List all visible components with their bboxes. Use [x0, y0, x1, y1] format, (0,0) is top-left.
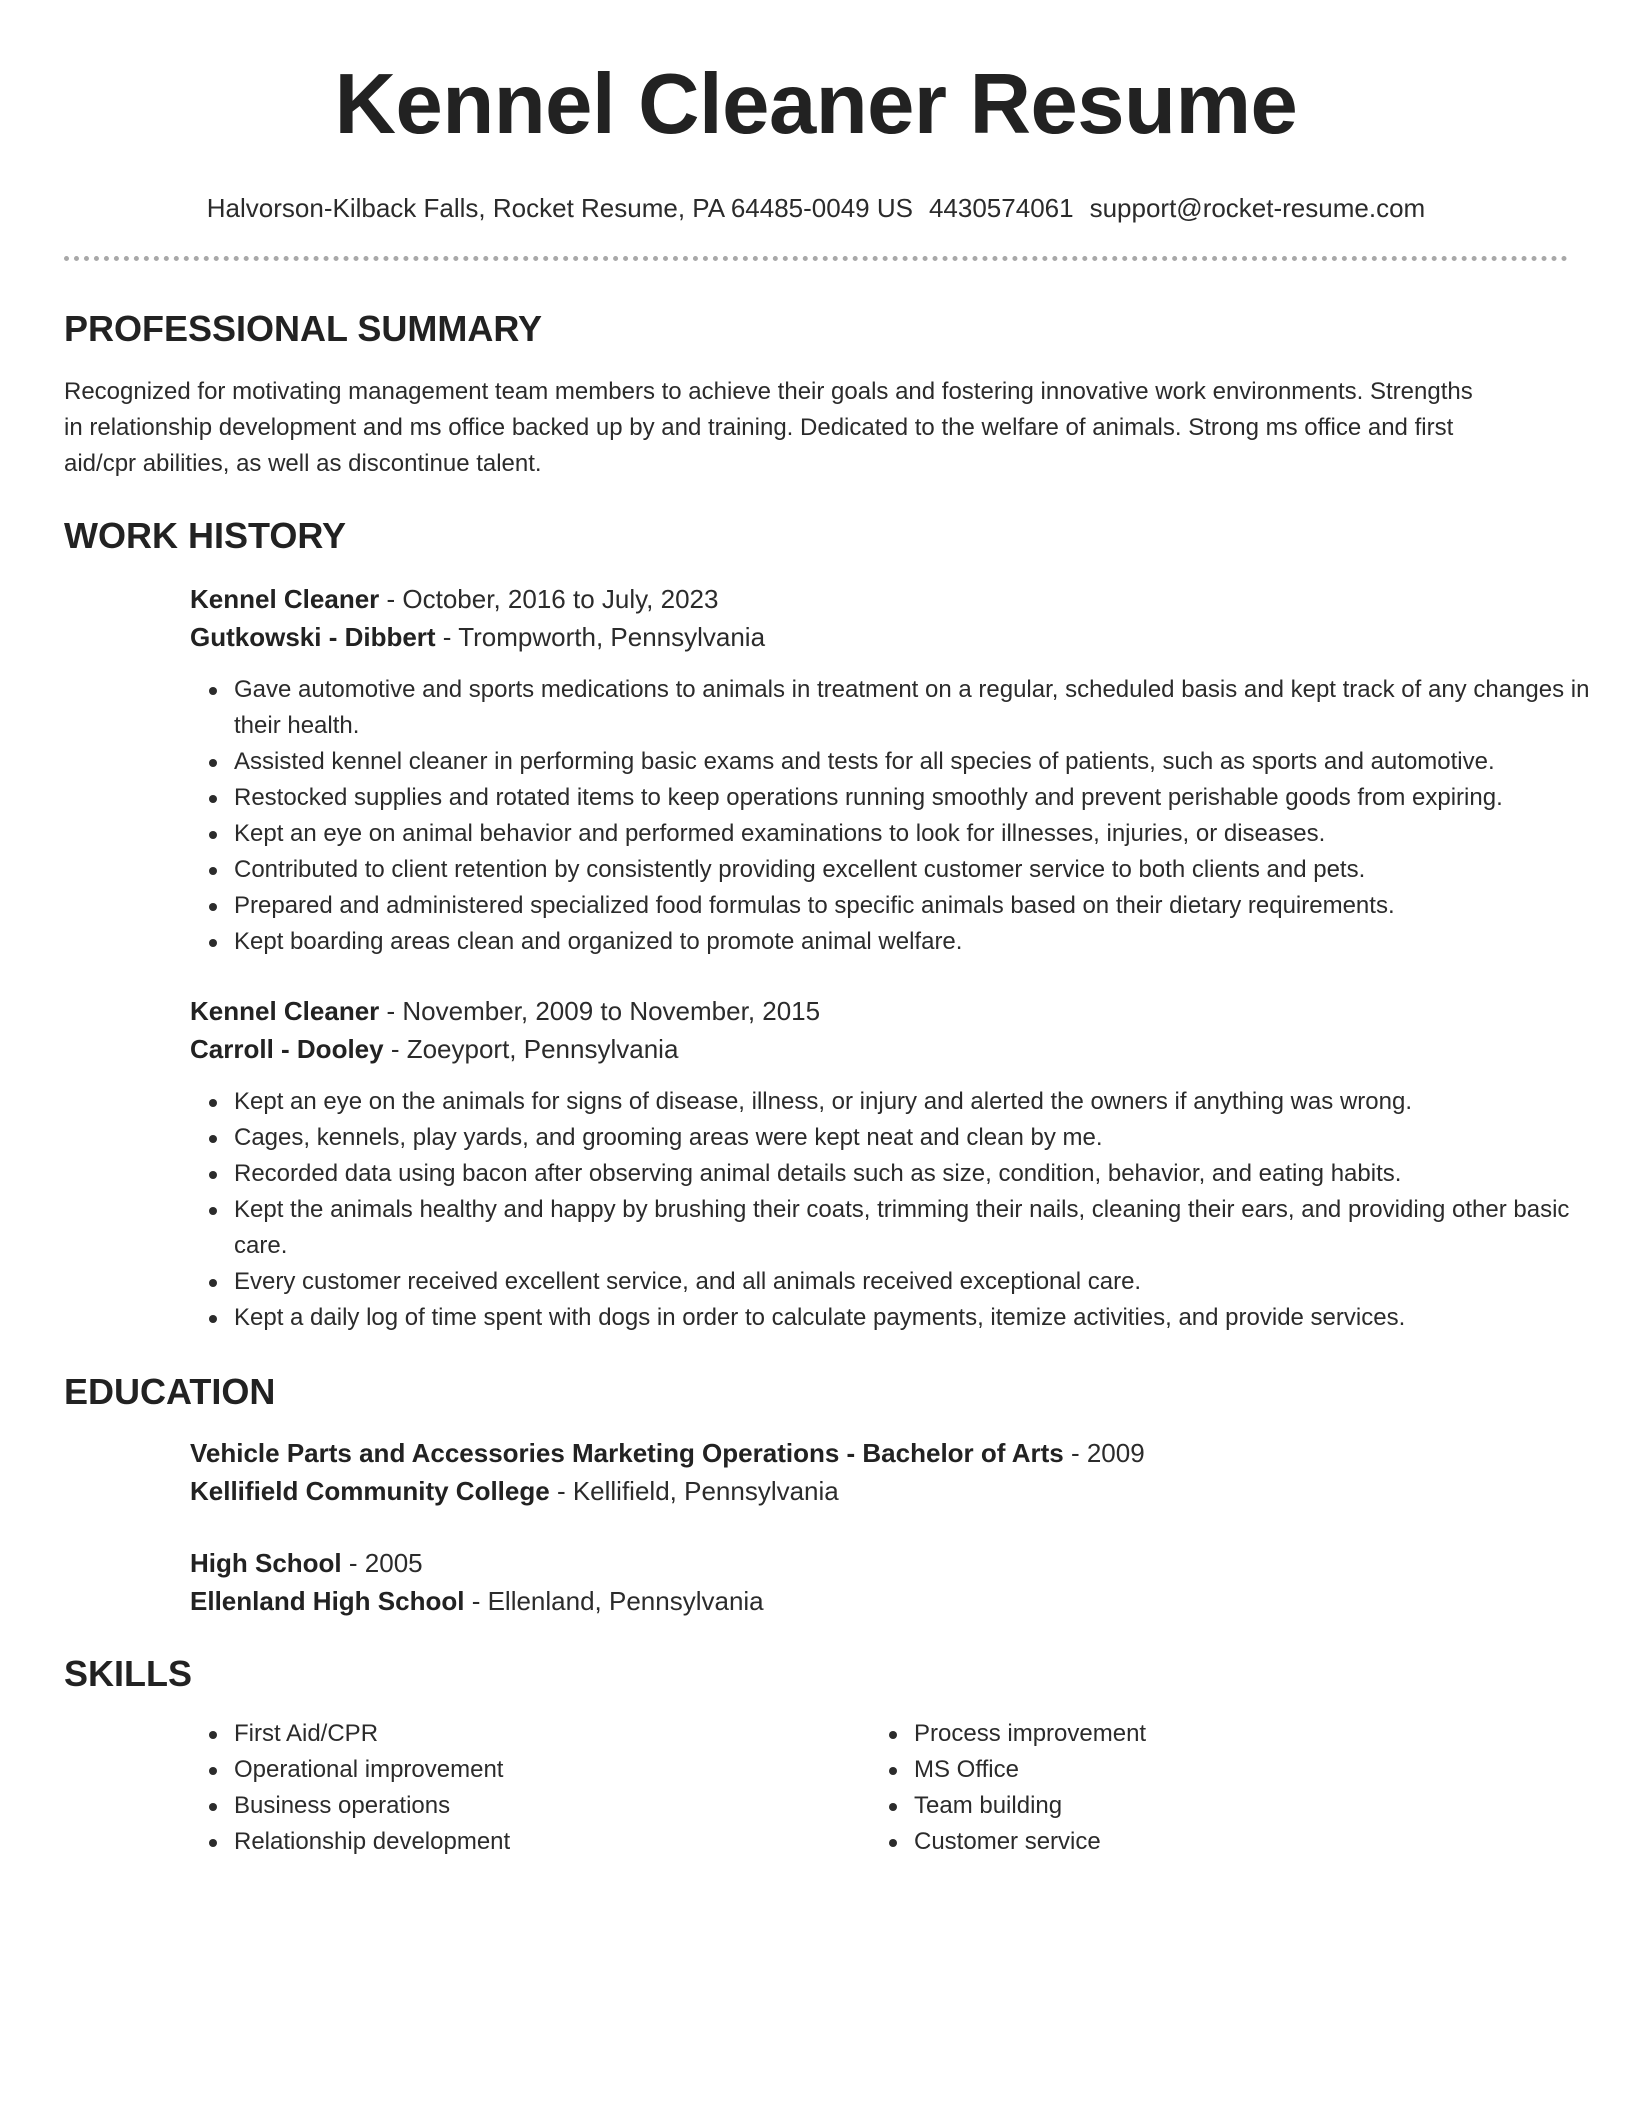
skills-column-right: [870, 1716, 1550, 1860]
school-line: [190, 1472, 1568, 1510]
list-item: Assisted kennel cleaner in performing basic exams and tests for all species of patients, such as sports and automotive.: [234, 744, 1614, 780]
skill-item: Relationship development: [234, 1824, 834, 1860]
list-item: Restocked supplies and rotated items to keep operations running smoothly and prevent perishable goods from expiring.: [234, 780, 1614, 816]
degree-name: Vehicle Parts and Accessories Marketing Operations - Bachelor of Arts: [190, 1438, 1064, 1468]
list-item: Recorded data using bacon after observing animal details such as size, condition, behavior, and eating habits.: [234, 1156, 1614, 1192]
list-item: Prepared and administered specialized food formulas to specific animals based on their dietary requirements.: [234, 888, 1614, 924]
job-dates: - October, 2016 to July, 2023: [379, 584, 719, 614]
skills-grid: [190, 1716, 1568, 1860]
skills-list: [190, 1716, 870, 1860]
school-location: - Ellenland, Pennsylvania: [464, 1586, 764, 1616]
list-item: Every customer received excellent service, and all animals received exceptional care.: [234, 1264, 1614, 1300]
school-location: - Kellifield, Pennsylvania: [549, 1476, 839, 1506]
degree-name: High School: [190, 1548, 342, 1578]
contact-address: Halvorson-Kilback Falls, Rocket Resume, PA 64485-0049 US: [206, 193, 913, 223]
skills-list: [870, 1716, 1550, 1860]
summary-heading: PROFESSIONAL SUMMARY: [64, 308, 543, 349]
job-duties-list: [190, 672, 1590, 960]
school-name: Kellifield Community College: [190, 1476, 550, 1506]
degree-line: [190, 1434, 1568, 1472]
list-item: Kept the animals healthy and happy by brushing their coats, trimming their nails, cleaning their ears, and providing other basic care.: [234, 1192, 1614, 1264]
skill-item: Customer service: [914, 1824, 1514, 1860]
job-title: Kennel Cleaner: [190, 996, 380, 1026]
contact-phone: 4430574061: [928, 193, 1074, 223]
school-name: Ellenland High School: [190, 1586, 465, 1616]
skill-item: Operational improvement: [234, 1752, 834, 1788]
skill-item: Process improvement: [914, 1716, 1514, 1752]
skills-heading: SKILLS: [64, 1653, 193, 1694]
education-entry: [190, 1544, 1568, 1620]
job-location: - Trompworth, Pennsylvania: [435, 622, 766, 652]
job-location: - Zoeyport, Pennsylvania: [383, 1034, 679, 1064]
list-item: Kept an eye on animal behavior and performed examinations to look for illnesses, injuries, or diseases.: [234, 816, 1614, 852]
job-company: Gutkowski - Dibbert: [190, 622, 436, 652]
work-history-heading: WORK HISTORY: [64, 515, 347, 556]
degree-line: [190, 1544, 1568, 1582]
skill-item: Business operations: [234, 1788, 834, 1824]
list-item: Kept a daily log of time spent with dogs in order to calculate payments, itemize activities, and provide services.: [234, 1300, 1614, 1336]
skill-item: Team building: [914, 1788, 1514, 1824]
job-duties-list: [190, 1084, 1568, 1336]
skills-column-left: [190, 1716, 870, 1860]
education-heading: EDUCATION: [64, 1371, 276, 1412]
job-title: Kennel Cleaner: [190, 584, 380, 614]
contact-email[interactable]: support@rocket-resume.com: [1089, 193, 1426, 223]
job-company: Carroll - Dooley: [190, 1034, 384, 1064]
job-entry: [190, 992, 1568, 1336]
job-entry: [190, 580, 1590, 960]
header-divider: [64, 256, 1568, 261]
list-item: Contributed to client retention by consistently providing excellent customer service to both clients and pets.: [234, 852, 1614, 888]
degree-year: - 2009: [1063, 1438, 1145, 1468]
job-title-line: [190, 580, 1568, 618]
job-title-line: [190, 992, 1568, 1030]
skill-item: MS Office: [914, 1752, 1514, 1788]
summary-text: Recognized for motivating management team members to achieve their goals and fostering innovative work environments. Strengths in relationship development and ms office backed up by and training. Dedicated to the welfare of animals. Strong ms office and first aid/cpr abilities, as well as discontinue talent.: [64, 378, 1473, 477]
education-entry: [190, 1434, 1568, 1510]
degree-year: - 2005: [341, 1548, 423, 1578]
job-company-line: [190, 1030, 1568, 1068]
list-item: Cages, kennels, play yards, and grooming areas were kept neat and clean by me.: [234, 1120, 1614, 1156]
list-item: Kept an eye on the animals for signs of disease, illness, or injury and alerted the owners if anything was wrong.: [234, 1084, 1614, 1120]
skill-item: First Aid/CPR: [234, 1716, 834, 1752]
list-item: Gave automotive and sports medications to animals in treatment on a regular, scheduled basis and kept track of any changes in their health.: [234, 672, 1614, 744]
school-line: [190, 1582, 1568, 1620]
contact-info: [64, 191, 1568, 225]
job-dates: - November, 2009 to November, 2015: [379, 996, 821, 1026]
list-item: Kept boarding areas clean and organized to promote animal welfare.: [234, 924, 1614, 960]
resume-title: Kennel Cleaner Resume: [334, 57, 1298, 152]
job-company-line: [190, 618, 1568, 656]
